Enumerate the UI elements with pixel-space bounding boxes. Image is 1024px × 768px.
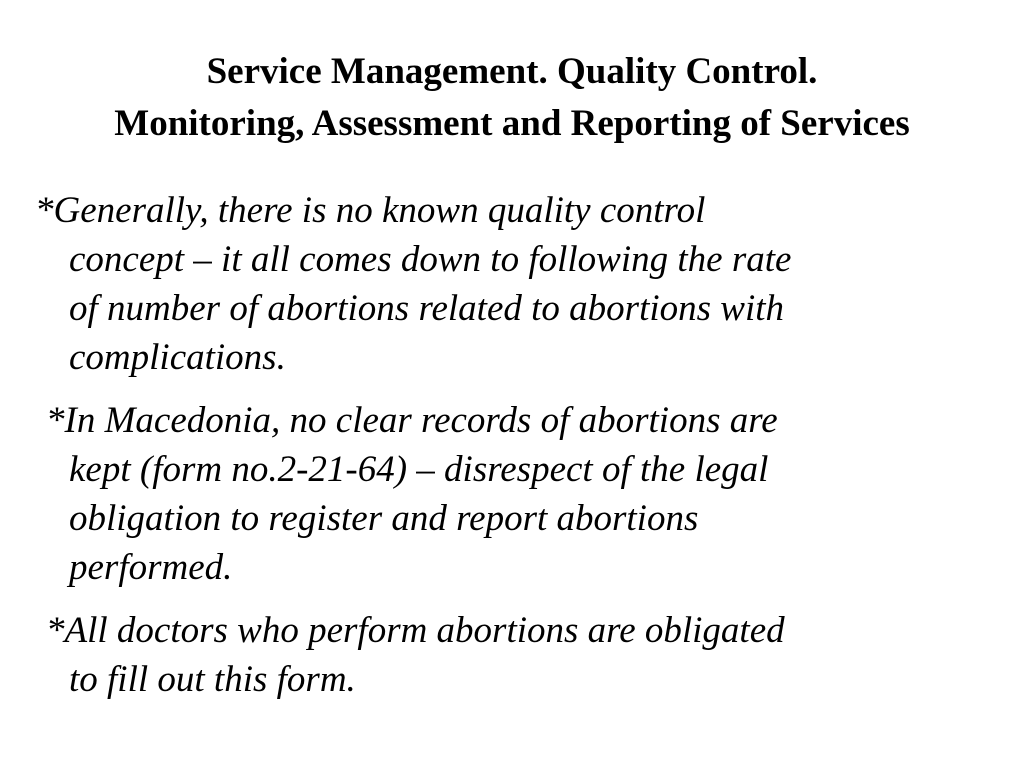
bullet-text-line: of number of abortions related to abortions with: [69, 288, 785, 329]
bullet-text-line: complications.: [69, 337, 286, 378]
title-line-1: Service Management. Quality Control.: [206, 51, 818, 92]
slide-title: [0, 46, 1024, 150]
bullet-text-line: concept – it all comes down to following the rate: [69, 239, 792, 280]
bullet-text-line: performed.: [69, 547, 233, 588]
bullet-text-line: to fill out this form.: [69, 659, 356, 700]
bullet-list: [0, 186, 1024, 718]
bullet-text-line: *Generally, there is no known quality control: [35, 190, 706, 231]
bullet-quality-control: [0, 186, 1024, 382]
bullet-macedonia-records: [0, 396, 1024, 592]
bullet-doctors-obligation: [0, 606, 1024, 704]
bullet-text-line: *All doctors who perform abortions are obligated: [46, 610, 785, 651]
bullet-text-line: obligation to register and report abortions: [69, 498, 699, 539]
bullet-text-line: kept (form no.2-21-64) – disrespect of the legal: [69, 449, 769, 490]
bullet-text-line: *In Macedonia, no clear records of abortions are: [46, 400, 778, 441]
title-line-2: Monitoring, Assessment and Reporting of Services: [114, 103, 910, 144]
